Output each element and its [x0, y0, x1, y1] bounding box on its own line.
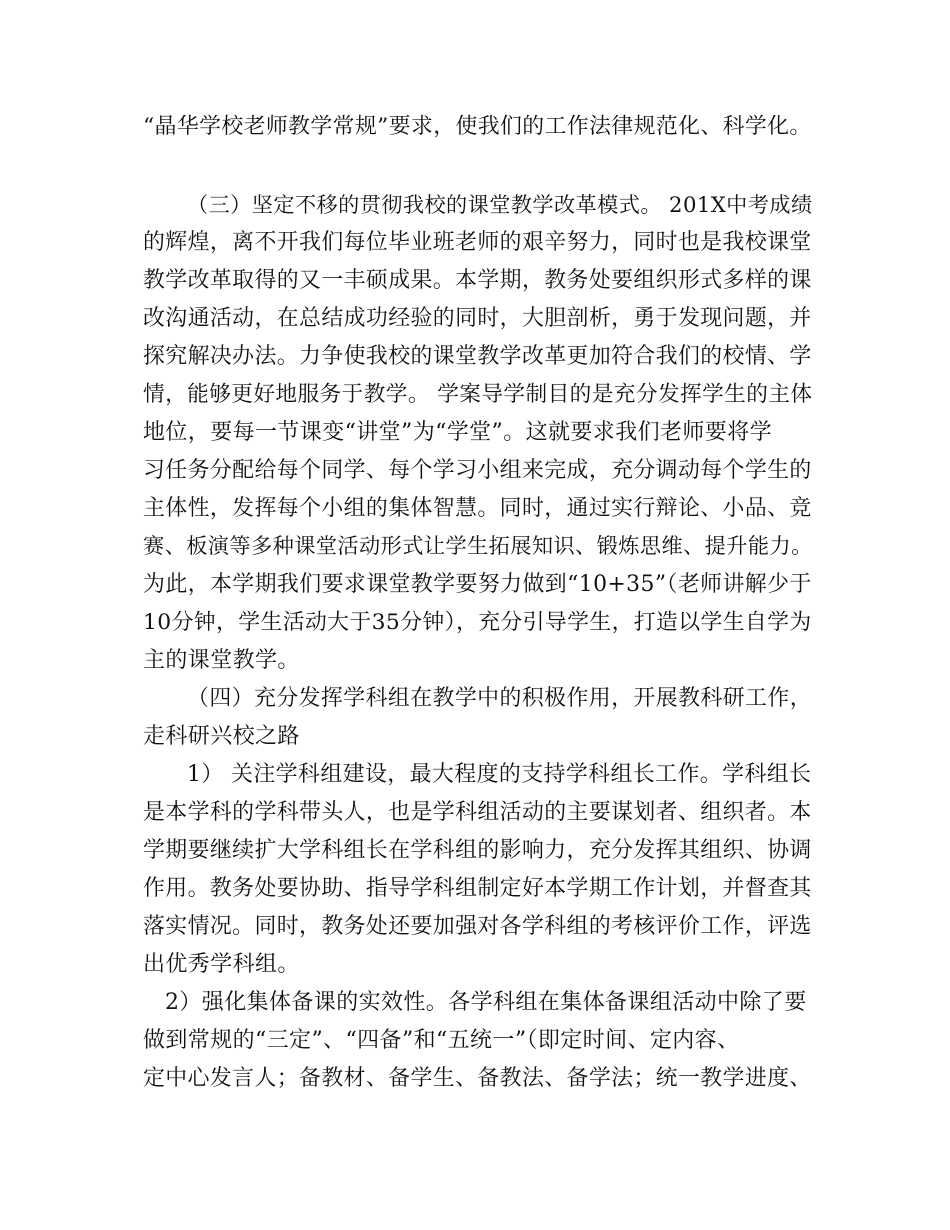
text-line: 落实情况。同时，教务处还要加强对各学科组的考核评价工作，评选: [143, 914, 812, 939]
text-line: 地位，要每一节课变“讲堂”为“学堂”。这就要求我们老师要将学: [143, 420, 772, 445]
text-line: 定中心发言人；备教材、备学生、备教法、备学法；统一教学进度、: [143, 1066, 812, 1091]
text-line: 主的课堂教学。: [143, 648, 300, 673]
text-line: 改沟通活动，在总结成功经验的同时，大胆剖析，勇于发现问题，并: [143, 306, 812, 331]
text-line: 探究解决办法。力争使我校的课堂教学改革更加符合我们的校情、学: [143, 344, 812, 369]
text-line: 赛、板演等多种课堂活动形式让学生拓展知识、锻炼思维、提升能力。: [143, 534, 813, 559]
text-line: 是本学科的学科带头人，也是学科组活动的主要谋划者、组织者。本: [143, 800, 812, 825]
text-line: 的辉煌，离不开我们每位毕业班老师的艰辛努力，同时也是我校课堂: [143, 230, 812, 255]
text-line: 教学改革取得的又一丰硕成果。本学期，教务处要组织形式多样的课: [143, 268, 812, 293]
text-line: 作用。教务处要协助、指导学科组制定好本学期工作计划，并督查其: [143, 876, 812, 901]
text-line: （四）充分发挥学科组在教学中的积极作用，开展教科研工作，: [187, 686, 813, 711]
text-line: 习任务分配给每个同学、每个学习小组来完成，充分调动每个学生的: [143, 458, 812, 483]
text-line: 主体性，发挥每个小组的集体智慧。同时，通过实行辩论、小品、竞: [143, 496, 812, 521]
text-line: 走科研兴校之路: [143, 724, 300, 749]
text-line: 1） 关注学科组建设，最大程度的支持学科组长工作。学科组长: [187, 762, 812, 787]
text-line: 情，能够更好地服务于教学。 学案导学制目的是充分发挥学生的主体: [143, 382, 813, 407]
text-line: 10分钟，学生活动大于35分钟），充分引导学生，打造以学生自学为: [143, 610, 812, 635]
text-line: 做到常规的“三定”、“四备”和“五统一”（即定时间、定内容、: [143, 1028, 740, 1053]
text-line: “晶华学校老师教学常规”要求，使我们的工作法律规范化、科学化。: [143, 114, 812, 139]
text-line: 2）强化集体备课的实效性。各学科组在集体备课组活动中除了要: [165, 990, 807, 1015]
text-line: 出优秀学科组。: [143, 952, 300, 977]
text-line: （三）坚定不移的贯彻我校的课堂教学改革模式。 201X中考成绩: [187, 192, 813, 217]
text-line: 为此，本学期我们要求课堂教学要努力做到“10+35”（老师讲解少于: [143, 572, 812, 597]
text-line: 学期要继续扩大学科组长在学科组的影响力，充分发挥其组织、协调: [143, 838, 812, 863]
